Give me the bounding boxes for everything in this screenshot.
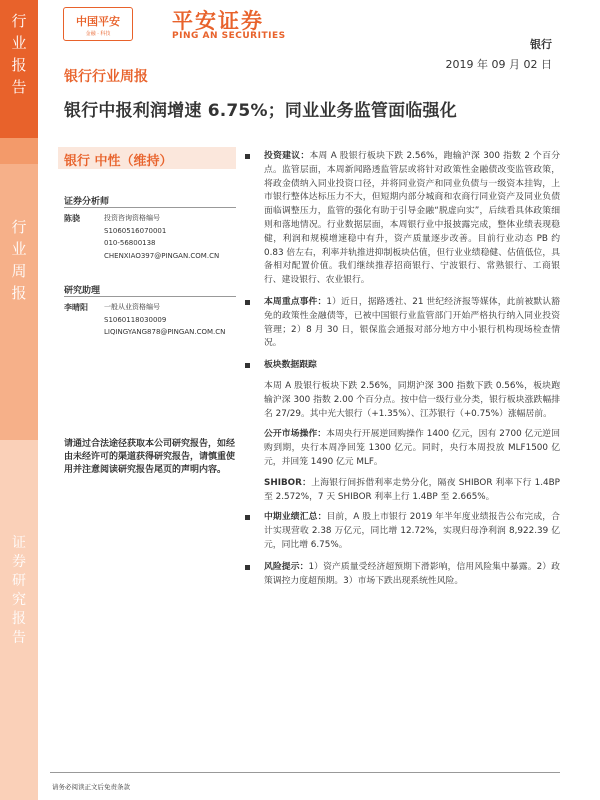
side-char: 究 (12, 592, 26, 608)
para-heading: 投资建议： (264, 151, 310, 161)
side-banner-research (0, 440, 38, 800)
report-series: 银行行业周报 (64, 69, 148, 85)
para-heading: 中期业绩汇总： (264, 512, 327, 523)
analyst-info-line: 010-56800138 (104, 239, 156, 247)
para-text: 本周央行开展逆回购操作 1400 亿元，因有 2700 亿元逆回购到期，央行本周净回笼 1300 亿元。同时，央行本周投放 MLF1500 亿元，并回笼 1490 亿元 MLF。 (264, 429, 560, 467)
para-text: 本周 A 股银行板块下跌 2.56%，跑输沪深 300 指数 2 个百分点。监管层面，本周新闻路透监管层或将针对政策性金融债改变监管政策，将政金债纳入同业投资口径，并将同业资产和同业负债与一级资本挂钩，上市银行整体达标压力不大，但短期内部分城商和农商行同业资产及同业负债面临调整压力，监管的强化有助于引导金融“脱虚向实”，后续看具体政策细则和落地情况。行业数据层面，本周银行业中报披露完成，整体业绩表现稳健，利润和规模增速稳中有升，资产质量逐步改善。目前行业动态 PB 约 0.83 倍左右，利率并轨推进抑制板块估值，但行业业绩稳健、估值低位，具备相对配置价值。我们继续推荐招商银行、宁波银行、常熟银行、工商银行、建设银行、农业银行。 (264, 151, 560, 286)
section-divider (64, 207, 236, 208)
side-char: 告 (12, 630, 26, 646)
analyst-info (104, 212, 240, 262)
rating-label: 银行 中性（维持） (64, 154, 173, 169)
assistant-info-line: 一般从业资格编号 (104, 303, 160, 311)
side-char: 业 (11, 240, 27, 258)
bullet-icon (245, 565, 250, 570)
analyst-info-line: S1060516070001 (104, 226, 167, 235)
footer-text: 请务必阅读正文后免责条款 (52, 783, 130, 791)
side-char: 证 (12, 535, 26, 551)
para-text: 1）近日，据路透社、21 世纪经济报等媒体，此前被默认豁免的政策性金融债等，已被中国银行业监管部门开始严格执行纳入同业投资管理；2）8 月 30 日，银保监会通报对部分地方中小银行机构现场检查情况。 (264, 296, 560, 349)
side-banner-report-subtype (0, 164, 38, 440)
analyst-email[interactable]: CHENXIAO397@PINGAN.COM.CN (104, 251, 220, 260)
brand-name-en: PING AN SECURITIES (172, 31, 286, 41)
ping-an-logo (63, 7, 133, 41)
interim-results (245, 511, 560, 552)
bullet-icon (245, 515, 250, 520)
logo-text: 中国平安 (76, 15, 120, 28)
brand-name: 平安证券 (172, 9, 264, 33)
sector-data-heading (245, 359, 560, 373)
logo-subtext: 金融 · 科技 (85, 31, 111, 37)
side-banner-divider (0, 138, 38, 164)
side-banner-report-type (0, 0, 38, 138)
side-char: 券 (12, 554, 26, 570)
para-text: 目前，A 股上市银行 2019 年半年度业绩报告公布完成，合计实现营收 2.38 万亿元，同比增 12.72%，实现归母净利润 8,922.39 亿元，同比增 6.75%。 (264, 512, 560, 550)
side-char: 周 (11, 262, 27, 280)
assistant-info (104, 301, 240, 339)
analyst-section-label: 证券分析师 (64, 197, 110, 207)
para-heading: SHIBOR： (264, 477, 312, 488)
analyst-info-line: 投资咨询资格编号 (104, 214, 160, 222)
side-char: 报 (11, 56, 27, 74)
para-text: 上海银行间拆借利率走势分化，隔夜 SHIBOR 利率下行 1.4BP 至 2.572%，7 天 SHIBOR 利率上行 1.4BP 至 2.665%。 (264, 477, 560, 502)
para-heading: 本周重点事件： (264, 296, 327, 307)
side-char: 行 (11, 12, 27, 30)
bullet-icon (245, 154, 250, 159)
report-date: 2019 年 09 月 02 日 (445, 58, 552, 71)
para-heading: 公开市场操作： (264, 429, 327, 440)
key-events (245, 296, 560, 351)
assistant-name: 李晴阳 (64, 303, 88, 312)
para-heading: 板块数据跟踪 (264, 360, 317, 371)
side-banner (0, 0, 38, 800)
para-heading: 风险提示： (264, 561, 309, 572)
analyst-name: 陈骁 (64, 214, 80, 223)
section-divider (64, 296, 236, 297)
sector-data-text: 本周 A 股银行板块下跌 2.56%，同期沪深 300 指数下跌 0.56%，板块跑输沪深 300 指数 2.00 个百分点。按中信一级行业分类，银行板块涨跌幅排名 27/29。其中光大银行（+1.35%）、江苏银行（+0.75%）涨幅居前。 (264, 380, 560, 419)
side-char: 报 (11, 284, 27, 302)
sector-label: 银行 (530, 38, 552, 51)
bullet-icon (245, 363, 250, 368)
assistant-email[interactable]: LIQINGYANG878@PINGAN.COM.CN (104, 328, 226, 336)
side-char: 业 (11, 34, 27, 52)
side-char: 告 (11, 78, 27, 96)
risk-warning (245, 561, 560, 589)
side-char: 研 (12, 573, 26, 589)
assistant-section-label: 研究助理 (64, 286, 101, 296)
main-content (245, 150, 560, 588)
footer-divider (50, 772, 560, 773)
report-title: 银行中报利润增速 6.75%；同业业务监管面临强化 (64, 101, 457, 121)
open-market-ops (245, 428, 560, 469)
assistant-info-line: S1060118030009 (104, 315, 167, 324)
side-char: 报 (12, 611, 26, 627)
side-char: 行 (11, 218, 27, 236)
investment-advice (245, 150, 560, 288)
disclaimer-notice: 请通过合法途径获取本公司研究报告，如经由未经许可的渠道获得研究报告，请慎重使用并注意阅读研究报告尾页的声明内容。 (64, 439, 236, 475)
bullet-icon (245, 300, 250, 305)
shibor (245, 477, 560, 505)
para-text: 1）资产质量受经济超预期下滑影响，信用风险集中暴露。2）政策调控力度超预期。3）市场下跌出现系统性风险。 (264, 561, 560, 586)
